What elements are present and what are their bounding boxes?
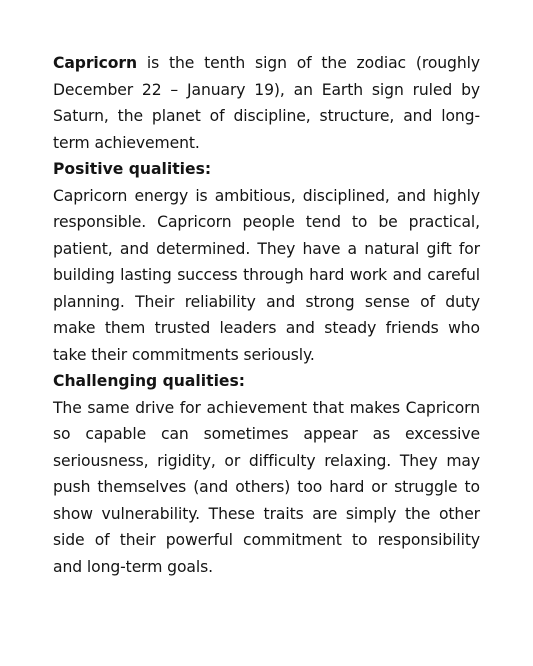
- challenging-paragraph: The same drive for achievement that makes Capricorn so capable can sometimes appear as excessive seriousness, rigidity, or difficulty relaxing. They may push themselves (and others) too hard or struggle to show vulnerability. These traits are simply the other side of their powerful commitment to responsibility and long-term goals.: [53, 398, 480, 576]
- positive-paragraph: Capricorn energy is ambitious, disciplined, and highly responsible. Capricorn people tend to be practical, patient, and determined. They have a natural gift for building lasting success through hard work and careful planning. Their reliability and strong sense of duty make them trusted leaders and steady friends who take their commitments seriously.: [53, 186, 480, 364]
- positive-heading: Positive qualities:: [53, 160, 212, 178]
- intro-lead: Capricorn: [53, 54, 138, 72]
- challenging-heading: Challenging qualities:: [53, 372, 246, 390]
- intro-paragraph: [53, 50, 480, 156]
- intro-text: is the tenth sign of the zodiac (roughly December 22 – January 19), an Earth sign ruled by Saturn, the planet of discipline, structure, and long-term achievement.: [53, 54, 480, 152]
- document-body: [53, 50, 480, 580]
